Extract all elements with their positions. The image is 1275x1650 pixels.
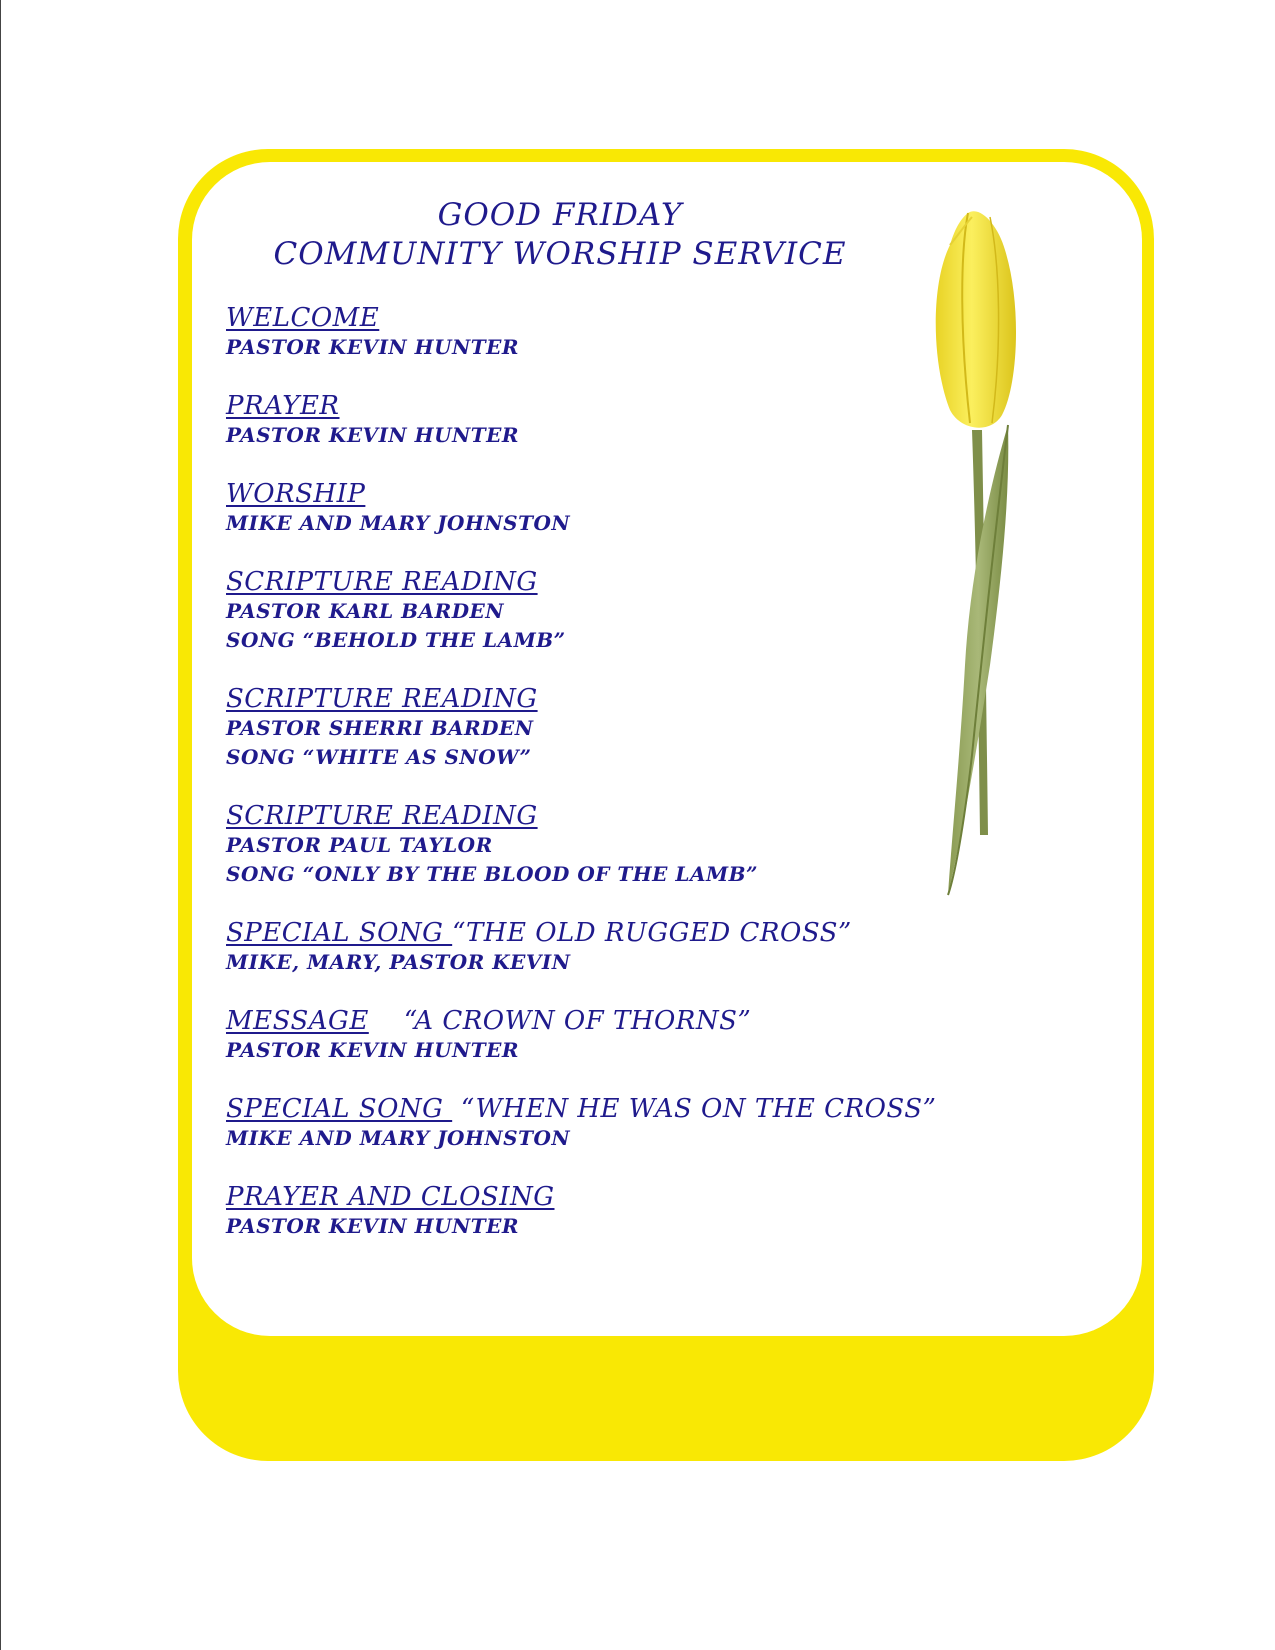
program-item-scripture-3 — [226, 801, 926, 889]
program-item-scripture-1 — [226, 567, 926, 655]
item-line: PASTOR KEVIN HUNTER — [226, 423, 520, 447]
service-title — [200, 196, 920, 274]
item-heading: SCRIPTURE READING — [226, 801, 538, 831]
item-heading: SPECIAL SONG — [226, 1094, 453, 1124]
item-heading: SCRIPTURE READING — [226, 567, 538, 597]
item-heading: PRAYER — [226, 391, 340, 421]
item-line: PASTOR PAUL TAYLOR — [226, 833, 493, 857]
item-heading-extra: “THE OLD RUGGED CROSS” — [452, 918, 852, 948]
item-line: MIKE, MARY, PASTOR KEVIN — [226, 950, 571, 974]
item-line: MIKE AND MARY JOHNSTON — [226, 1126, 571, 1150]
item-heading: MESSAGE — [226, 1006, 369, 1036]
program-list — [226, 303, 937, 1270]
item-heading: WORSHIP — [226, 479, 366, 509]
item-line: SONG “WHITE AS SNOW” — [226, 745, 532, 769]
item-heading-extra: “A CROWN OF THORNS” — [368, 1006, 752, 1036]
item-heading: SPECIAL SONG — [226, 918, 453, 948]
item-line: PASTOR KEVIN HUNTER — [226, 335, 520, 359]
item-heading: SCRIPTURE READING — [226, 684, 538, 714]
program-item-special-song-2 — [226, 1094, 937, 1153]
item-line: MIKE AND MARY JOHNSTON — [226, 511, 571, 535]
program-item-worship — [226, 479, 926, 538]
program-item-closing — [226, 1182, 926, 1241]
program-item-scripture-2 — [226, 684, 926, 772]
page-edge-line — [0, 0, 1, 1650]
item-line: PASTOR KEVIN HUNTER — [226, 1038, 520, 1062]
item-line: PASTOR KEVIN HUNTER — [226, 1214, 520, 1238]
tulip-illustration — [910, 195, 1070, 945]
item-line: SONG “BEHOLD THE LAMB” — [226, 628, 566, 652]
item-line: PASTOR SHERRI BARDEN — [226, 716, 534, 740]
program-item-message — [226, 1006, 926, 1065]
item-heading: WELCOME — [226, 303, 380, 333]
item-heading: PRAYER AND CLOSING — [226, 1182, 555, 1212]
program-item-special-song-1 — [226, 918, 926, 977]
item-heading-extra: “WHEN HE WAS ON THE CROSS” — [452, 1094, 937, 1124]
program-item-prayer — [226, 391, 926, 450]
item-line: SONG “ONLY BY THE BLOOD OF THE LAMB” — [226, 862, 759, 886]
item-line: PASTOR KARL BARDEN — [226, 599, 505, 623]
title-line-2: COMMUNITY WORSHIP SERVICE — [273, 236, 847, 272]
program-item-welcome — [226, 303, 926, 362]
title-line-1: GOOD FRIDAY — [437, 197, 683, 233]
